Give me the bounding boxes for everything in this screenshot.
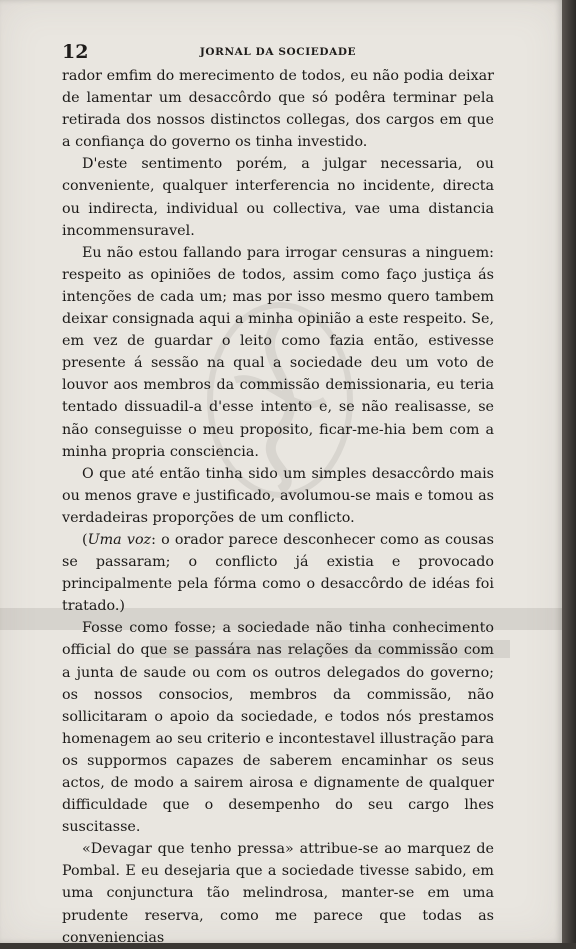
interjection-text: : o orador parece desconhecer como as cousas se passaram; o conflicto já existia e provocado principalmente pela fórma como o desaccôrdo de idéas foi tratado.) [62, 531, 494, 615]
journal-title: JORNAL DA SOCIEDADE [199, 46, 357, 58]
paragraph: Eu não estou fallando para irrogar censuras a ninguem: respeito as opiniões de todos, assim como faço justiça ás intenções de cada um; mas por isso mesmo quero tambem deixar consignada aqui a minha opinião a este respeito. Se, em vez de guardar o leito como fazia então, estivesse presente á sessão na qual a sociedade deu um voto de louvor aos membros da commissão demissionaria, eu teria tentado dissuadil-a d'esse intento e, se não realisasse, se não conseguisse o meu proposito, ficar-me-hia bem com a minha propria consciencia. [62, 244, 494, 460]
paragraph: D'este sentimento porém, a julgar necessaria, ou conveniente, qualquer interferencia no incidente, directa ou indirecta, individual ou collectiva, vae uma distancia incommensuravel. [62, 156, 494, 239]
body-text [62, 65, 494, 949]
paragraph: «Devagar que tenho pressa» attribue-se ao marquez de Pombal. E eu desejaria que a sociedade tivesse sabido, em uma conjunctura tão melindrosa, manter-se em uma prudente reserva, como me parece que todas as conveniencias [62, 841, 494, 946]
paragraph: rador emfim do merecimento de todos, eu não podia deixar de lamentar um desaccôrdo que só podêra terminar pela retirada dos nossos distinctos collegas, dos cargos em que a confiança do governo os tinha investido. [62, 68, 494, 151]
interjection-speaker: Uma voz [87, 531, 152, 548]
page-number: 12 [62, 41, 89, 63]
book-spine-edge [562, 0, 576, 943]
running-head [62, 42, 494, 62]
paragraph: O que até então tinha sido um simples desaccôrdo mais ou menos grave e justificado, avolumou-se mais e tomou as verdadeiras proporções de um conflicto. [62, 465, 494, 526]
paragraph-interjection: (Uma voz: o orador parece desconhecer como as cousas se passaram; o conflicto já existia e provocado principalmente pela fórma como o desaccôrdo de idéas foi tratado.) [62, 531, 494, 615]
paragraph: Fosse como fosse; a sociedade não tinha conhecimento official do que se passára nas relações da commissão com a junta de saude ou com os outros delegados do governo; os nossos consocios, membros da commissão, não sollicitaram o apoio da sociedade, e todos nós prestamos homenagem ao seu criterio e incontestavel illustração para os suppormos capazes de saberem encaminhar os seus actos, de modo a sairem airosa e dignamente de qualquer difficuldade que o desempenho do seu cargo lhes suscitasse. [62, 620, 494, 836]
